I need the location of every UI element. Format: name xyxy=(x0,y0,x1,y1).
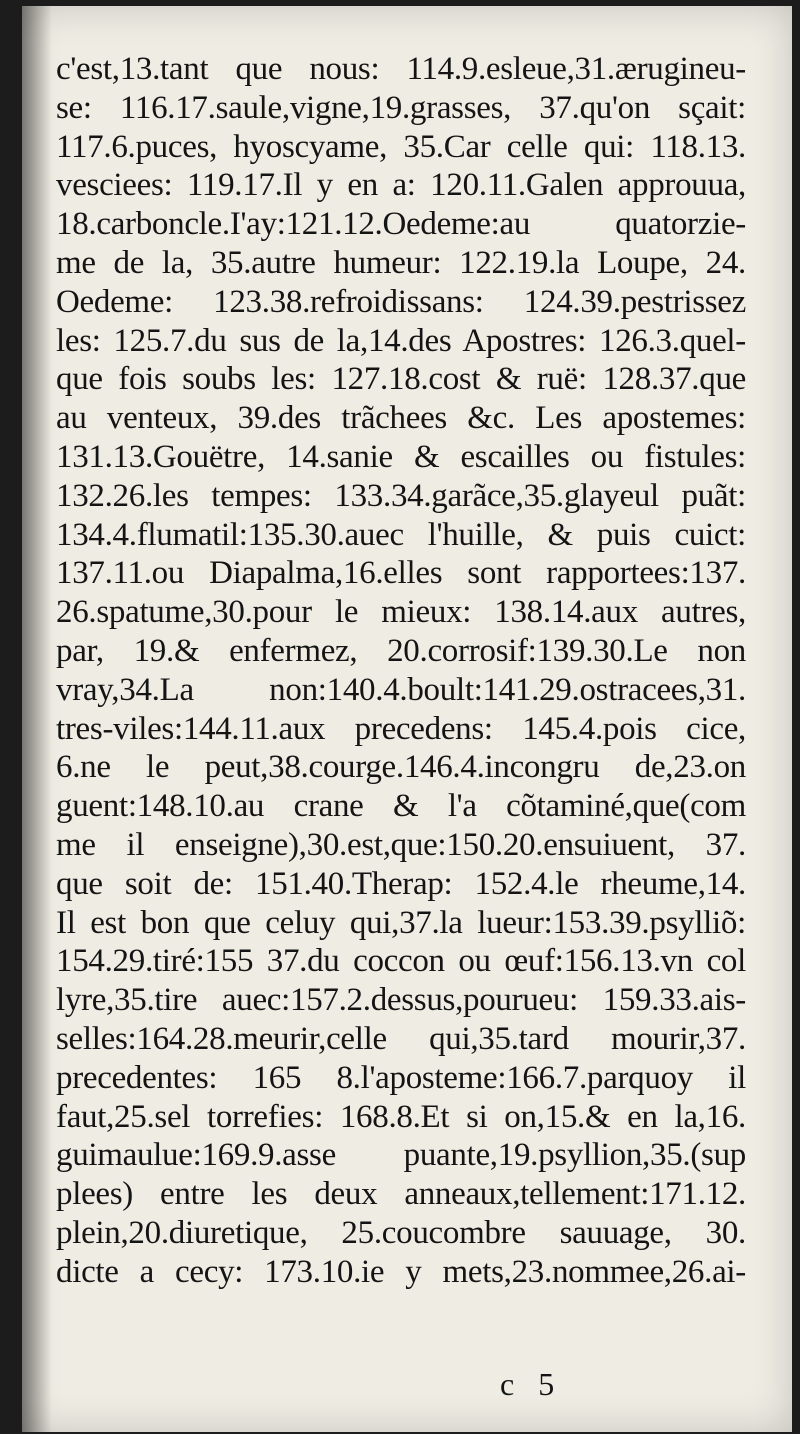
text-line: 154.29.tiré:155 37.du coccon ou œuf:156.13.vn col xyxy=(56,943,746,980)
text-line: 132.26.les tempes: 133.34.garãce,35.glayeul puãt: xyxy=(56,477,746,514)
text-line: Oedeme: 123.38.refroidissans: 124.39.pestrissez xyxy=(56,283,746,320)
binding-gutter-shadow xyxy=(22,6,52,1432)
text-line: c'est,13.tant que nous: 114.9.esleue,31.ærugineu- xyxy=(56,51,746,87)
text-line: que fois soubs les: 127.18.cost & ruë: 128.37.que xyxy=(56,361,746,398)
text-line: que soit de: 151.40.Therap: 152.4.le rheume,14. xyxy=(56,865,746,902)
text-line: vesciees: 119.17.Il y en a: 120.11.Galen approuua, xyxy=(56,167,746,204)
text-line: 134.4.flumatil:135.30.auec l'huille, & puis cuict: xyxy=(56,516,746,553)
text-line: guent:148.10.au crane & l'a cõtaminé,que(com xyxy=(56,788,746,825)
text-line: plein,20.diuretique, 25.coucombre sauuage, 30. xyxy=(56,1214,746,1251)
text-line: 131.13.Gouëtre, 14.sanie & escailles ou fistules: xyxy=(56,438,746,475)
text-line: 117.6.puces, hyoscyame, 35.Car celle qui: 118.13. xyxy=(56,128,746,165)
text-line: faut,25.sel torrefies: 168.8.Et si on,15.& en la,16. xyxy=(56,1098,746,1135)
text-line: plees) entre les deux anneaux,tellement:171.12. xyxy=(56,1176,746,1213)
text-line: precedentes: 165 8.l'aposteme:166.7.parquoy il xyxy=(56,1059,746,1096)
text-line: tres-viles:144.11.aux precedens: 145.4.pois cice, xyxy=(56,710,746,747)
text-line: lyre,35.tire auec:157.2.dessus,pourueu: 159.33.ais- xyxy=(56,982,746,1019)
text-line: au venteux, 39.des trãchees &c. Les apostemes: xyxy=(56,400,746,437)
signature-mark: c 5 xyxy=(500,1366,563,1402)
text-line: guimaulue:169.9.asse puante,19.psyllion,35.(sup xyxy=(56,1137,746,1174)
text-line: me il enseigne),30.est,que:150.20.ensuiuent, 37. xyxy=(56,826,746,863)
text-line: Il est bon que celuy qui,37.la lueur:153.39.psylliõ: xyxy=(56,904,746,941)
text-line: 137.11.ou Diapalma,16.elles sont rapportees:137. xyxy=(56,555,746,592)
errata-text-block xyxy=(56,50,746,1292)
text-line: 26.spatume,30.pour le mieux: 138.14.aux autres, xyxy=(56,594,746,631)
text-line: les: 125.7.du sus de la,14.des Apostres: 126.3.quel- xyxy=(56,322,746,359)
text-line: me de la, 35.autre humeur: 122.19.la Loupe, 24. xyxy=(56,244,746,281)
text-line: 18.carboncle.I'ay:121.12.Oedeme:au quatorzie- xyxy=(56,206,746,243)
text-line: vray,34.La non:140.4.boult:141.29.ostracees,31. xyxy=(56,671,746,708)
text-line: dicte a cecy: 173.10.ie y mets,23.nommee,26.ai- xyxy=(56,1253,746,1290)
text-line: 6.ne le peut,38.courge.146.4.incongru de,23.on xyxy=(56,749,746,786)
text-line: par, 19.& enfermez, 20.corrosif:139.30.Le non xyxy=(56,632,746,669)
text-line: selles:164.28.meurir,celle qui,35.tard mourir,37. xyxy=(56,1020,746,1057)
text-line: se: 116.17.saule,vigne,19.grasses, 37.qu'on sçait: xyxy=(56,89,746,126)
